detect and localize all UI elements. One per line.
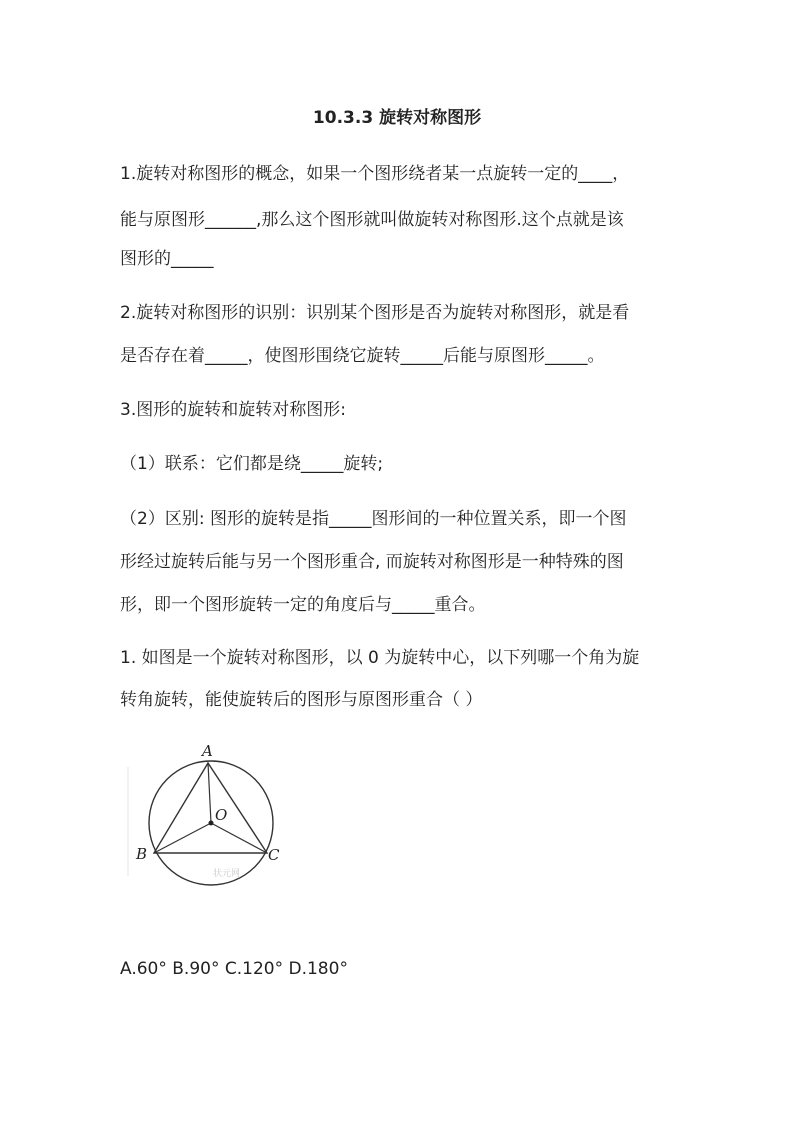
relation-heading: 3.图形的旋转和旋转对称图形: [120,400,346,420]
relation-item-2-line-1: （2）区别: 图形的旋转是指_____图形间的一种位置关系，即一个图 [120,509,627,529]
label-b: B [136,845,148,863]
center-point [209,821,214,826]
relation-item-2-line-3: 形，即一个图形旋转一定的角度后与_____重合。 [120,595,486,615]
label-a: A [202,742,213,760]
relation-item-1: （1）联系：它们都是绕_____旋转; [120,454,384,474]
answer-options: A.60° B.90° C.120° D.180° [120,959,348,979]
question-line-1: 1. 如图是一个旋转对称图形，以 0 为旋转中心，以下列哪一个角为旋 [120,648,640,668]
circle-triangle-diagram [127,740,297,890]
question-line-2: 转角旋转，能使旋转后的图形与原图形重合（ ） [120,690,483,710]
concept-line-3: 图形的_____ [120,249,214,269]
watermark-text: 状元网 [213,869,241,879]
relation-item-2-line-2: 形经过旋转后能与另一个图形重合, 而旋转对称图形是一种特殊的图 [120,552,624,572]
label-c: C [268,846,280,864]
concept-line-2: 能与原图形______,那么这个图形就叫做旋转对称图形.这个点就是该 [120,210,624,230]
label-o: O [215,806,228,824]
identify-line-2: 是否存在着_____，使图形围绕它旋转_____后能与原图形_____。 [120,346,605,366]
page-title: 10.3.3 旋转对称图形 [312,108,482,128]
concept-line-1: 1.旋转对称图形的概念，如果一个图形绕者某一点旋转一定的____， [120,164,630,184]
segment-ao [208,763,211,823]
identify-line-1: 2.旋转对称图形的识别：识别某个图形是否为旋转对称图形，就是看 [120,303,630,323]
geometry-figure [127,740,297,890]
segment-co [211,823,267,853]
